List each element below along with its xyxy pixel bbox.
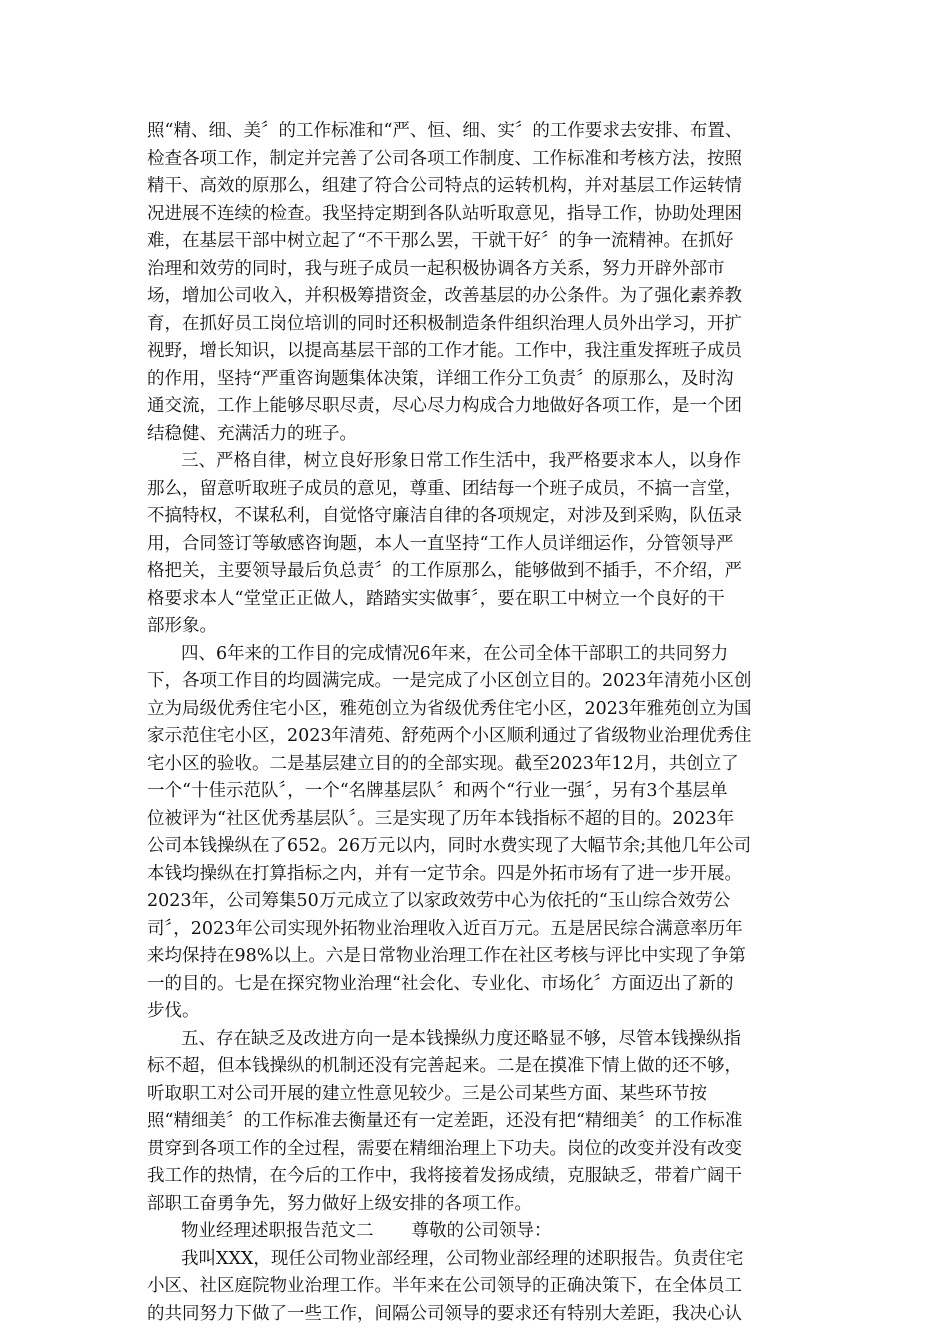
paragraph-line: 三、严格自律，树立良好形象日常工作生活中，我严格要求本人，以身作 [181, 451, 741, 471]
paragraph-line: 步伐。 [147, 1001, 200, 1021]
paragraph [147, 641, 807, 1026]
paragraph-line: 听取职工对公司开展的建立性意见较少。三是公司某些方面、某些环节按 [147, 1083, 707, 1104]
paragraph [147, 1026, 807, 1219]
paragraph-line: 照“精细美〞的工作标准去衡量还有一定差距，还没有把“精细美〞的工作标准 [147, 1111, 743, 1131]
paragraph-line: 结稳健、充满活力的班子。 [147, 423, 357, 444]
document-page [147, 118, 807, 1328]
paragraph-line: 场，增加公司收入，并积极筹措资金，改善基层的办公条件。为了强化素养教 [147, 286, 742, 306]
paragraph-line: 育，在抓好员工岗位培训的同时还积极制造条件组织治理人员外出学习，开扩 [147, 313, 742, 334]
paragraph-line: 那么，留意听取班子成员的意见，尊重、团结每一个班子成员，不搞一言堂， [147, 478, 742, 499]
paragraph-line: 宅小区的验收。二是基层建立目的的全部实现。截至2023年12月，共创立了 [147, 753, 739, 774]
paragraph-line: 下，各项工作目的均圆满完成。一是完成了小区创立目的。2023年清苑小区创 [147, 671, 752, 691]
closing-paragraph [147, 1246, 807, 1329]
paragraph-line: 的共同努力下做了一些工作，间隔公司领导的要求还有特别大差距，我决心认 [147, 1303, 742, 1324]
paragraph-line: 贯穿到各项工作的全过程，需要在精细治理上下功夫。岗位的改变并没有改变 [147, 1138, 742, 1159]
paragraph-line: 况进展不连续的检查。我坚持定期到各队站听取意见，指导工作，协助处理困 [147, 203, 742, 224]
paragraph-line: 标不超，但本钱操纵的机制还没有完善起来。二是在摸准下情上做的还不够， [147, 1056, 742, 1076]
paragraph-line: 2023年，公司筹集50万元成立了以家政效劳中心为依托的“玉山综合效劳公 [147, 891, 731, 911]
paragraph-line: 部形象。 [147, 616, 217, 636]
section-title: 物业经理述职报告范文二 [181, 1221, 374, 1241]
paragraph-line: 视野，增长知识，以提高基层干部的工作才能。工作中，我注重发挥班子成员 [147, 341, 742, 361]
paragraph-line: 我叫XXX，现任公司物业部经理，公司物业部经理的述职报告。负责住宅 [181, 1248, 744, 1269]
paragraph-line: 一个“十佳示范队〞，一个“名牌基层队〞和两个“行业一强〞，另有3个基层单 [147, 781, 728, 801]
paragraph-line: 检查各项工作，制定并完善了公司各项工作制度、工作标准和考核方法，按照 [147, 148, 742, 169]
paragraph-line: 立为局级优秀住宅小区，雅苑创立为省级优秀住宅小区，2023年雅苑创立为国 [147, 698, 752, 719]
paragraph-line: 治理和效劳的同时，我与班子成员一起积极协调各方关系，努力开辟外部市 [147, 258, 725, 279]
paragraph-line: 照“精、细、美〞的工作标准和“严、恒、细、实〞的工作要求去安排、布置、 [147, 121, 743, 141]
document-body [147, 118, 807, 1218]
paragraph-line: 来均保持在98%以上。六是日常物业治理工作在社区考核与评比中实现了争第 [147, 946, 746, 966]
paragraph-line: 位被评为“社区优秀基层队〞。三是实现了历年本钱指标不超的目的。2023年 [147, 808, 735, 829]
salutation: 尊敬的公司领导： [411, 1221, 552, 1241]
paragraph-line: 精干、高效的原那么，组建了符合公司特点的运转机构，并对基层工作运转情 [147, 176, 742, 196]
paragraph-line: 本钱均操纵在打算指标之内，并有一定节余。四是外拓市场有了进一步开展。 [147, 863, 742, 884]
paragraph-line: 用，合同签订等敏感咨询题，本人一直坚持“工作人员详细运作，分管领导严 [147, 533, 734, 554]
paragraph-line: 格把关，主要领导最后负总责〞的工作原那么，能够做到不插手，不介绍，严 [147, 561, 742, 581]
paragraph-line: 小区、社区庭院物业治理工作。半年来在公司领导的正确决策下，在全体员工 [147, 1276, 742, 1296]
paragraph [147, 448, 807, 641]
paragraph-line: 我工作的热情，在今后的工作中，我将接着发扬成绩，克服缺乏，带着广阔干 [147, 1166, 742, 1186]
paragraph-line: 司〞，2023年公司实现外拓物业治理收入近百万元。五是居民综合满意率历年 [147, 918, 743, 939]
paragraph-line: 一的目的。七是在探究物业治理“社会化、专业化、市场化〞方面迈出了新的 [147, 973, 734, 994]
paragraph [147, 118, 807, 448]
section-heading-line [147, 1218, 807, 1246]
paragraph-line: 不搞特权，不谋私利，自觉恪守廉洁自律的各项规定，对涉及到采购，队伍录 [147, 506, 742, 526]
paragraph-line: 四、6年来的工作目的完成情况6年来，在公司全体干部职工的共同努力 [181, 643, 729, 664]
paragraph-line: 部职工奋勇争先，努力做好上级安排的各项工作。 [147, 1193, 532, 1214]
paragraph-line: 五、存在缺乏及改进方向一是本钱操纵力度还略显不够，尽管本钱操纵指 [181, 1028, 741, 1049]
paragraph-line: 通交流，工作上能够尽职尽责，尽心尽力构成合力地做好各项工作，是一个团 [147, 396, 742, 416]
paragraph-line: 的作用，坚持“严重咨询题集体决策，详细工作分工负责〞的原那么，及时沟 [147, 368, 734, 389]
paragraph-line: 家示范住宅小区，2023年清苑、舒苑两个小区顺利通过了省级物业治理优秀住 [147, 726, 752, 746]
paragraph-line: 格要求本人“堂堂正正做人，踏踏实实做事〞，要在职工中树立一个良好的干 [147, 588, 725, 609]
paragraph-line: 公司本钱操纵在了652。26万元以内，同时水费实现了大幅节余;其他几年公司 [147, 836, 752, 856]
paragraph-line: 难，在基层干部中树立起了“不干那么罢，干就干好〞的争一流精神。在抓好 [147, 231, 734, 251]
